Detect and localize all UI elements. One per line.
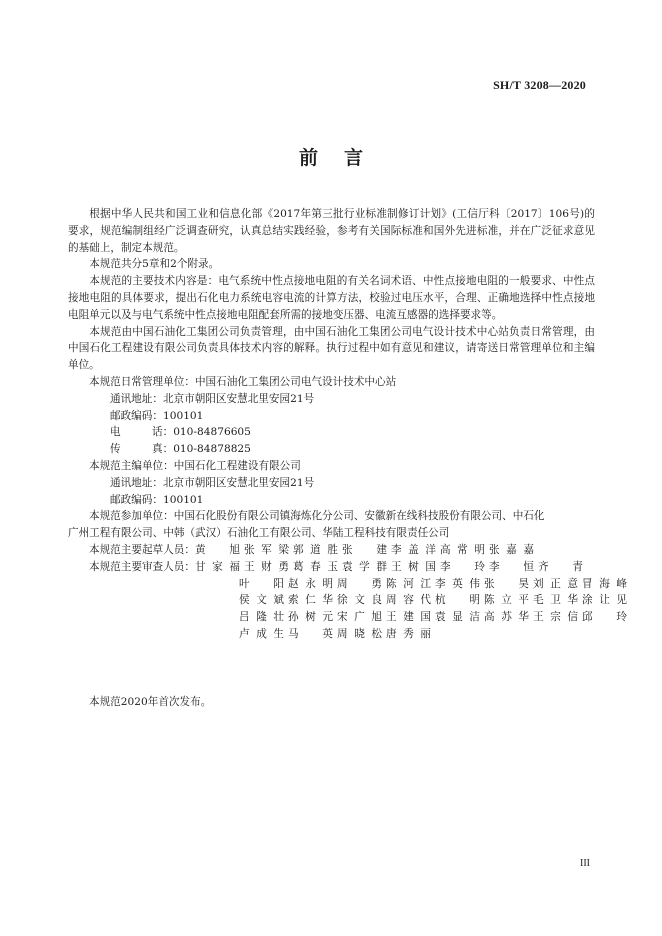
reviewer-name: 邱玲 bbox=[582, 611, 627, 624]
drafter-name: 张嘉嘉 bbox=[488, 543, 534, 556]
daily-postcode-label: 邮政编码： bbox=[110, 409, 163, 422]
reviewers-row-3 bbox=[68, 592, 627, 609]
reviewer-name: 周容代 bbox=[386, 594, 431, 607]
chief-address-row bbox=[68, 475, 595, 492]
reviewer-name: 杭明 bbox=[435, 594, 480, 607]
daily-fax: 010-84878825 bbox=[173, 443, 251, 456]
reviewer-name: 毛卫华 bbox=[533, 594, 578, 607]
reviewer-name: 马英 bbox=[288, 627, 333, 640]
reviewer-name: 王树国 bbox=[390, 560, 436, 573]
participating-row bbox=[68, 508, 595, 525]
reviewers-row-1 bbox=[68, 559, 595, 576]
drafter-name: 张建 bbox=[341, 543, 387, 556]
chief-address-label: 通讯地址： bbox=[110, 476, 163, 489]
fax-label-a: 传 bbox=[110, 443, 121, 456]
reviewer-name: 李英伟 bbox=[435, 577, 480, 590]
paragraph-basis: 根据中华人民共和国工业和信息化部《2017年第三批行业标准制修订计划》(工信厅科〔2017〕106号)的要求，规范编制组经广泛调查研究，认真总结实践经验，参考有关国际标准和国外先进标准，并在广泛征求意见的基础上，制定本规范。 bbox=[68, 208, 595, 254]
reviewer-name: 吕隆壮 bbox=[239, 611, 284, 624]
reviewer-name: 甘家福 bbox=[194, 560, 240, 573]
reviewer-name: 索仁华 bbox=[288, 594, 333, 607]
reviewer-name: 徐文良 bbox=[337, 594, 382, 607]
reviewer-name: 叶阳 bbox=[239, 577, 284, 590]
reviewer-name: 李玲 bbox=[439, 560, 485, 573]
chief-editor-unit: 中国石化工程建设有限公司 bbox=[173, 459, 301, 472]
reviewer-name: 张昊 bbox=[484, 577, 529, 590]
participating-units-line1: 中国石化股份有限公司镇海炼化分公司、安徽新在线科技股份有限公司、中石化 bbox=[173, 510, 545, 523]
fax-label-b: 真： bbox=[152, 443, 174, 456]
drafters-label: 本规范主要起草人员： bbox=[89, 543, 195, 556]
drafters-row bbox=[68, 542, 595, 559]
daily-postcode-row bbox=[68, 408, 595, 425]
chief-postcode-row bbox=[68, 492, 595, 509]
daily-management-unit: 中国石油化工集团公司电气设计技术中心站 bbox=[194, 375, 397, 388]
reviewer-name: 袁学群 bbox=[341, 560, 387, 573]
standard-code: SH/T 3208—2020 bbox=[493, 78, 586, 92]
page-number: III bbox=[580, 858, 590, 869]
drafter-name: 高常明 bbox=[439, 543, 485, 556]
daily-management-label: 本规范日常管理单位： bbox=[89, 375, 195, 388]
daily-postcode: 100101 bbox=[162, 409, 204, 422]
participating-label: 本规范参加单位： bbox=[89, 510, 174, 523]
chief-address: 北京市朝阳区安慧北里安园21号 bbox=[162, 476, 315, 489]
reviewer-name: 刘正意 bbox=[533, 577, 578, 590]
chief-editor-label: 本规范主编单位： bbox=[89, 459, 174, 472]
reviewer-name: 宋广旭 bbox=[337, 611, 382, 624]
paragraph-management: 本规范由中国石油化工集团公司负责管理，由中国石油化工集团公司电气设计技术中心站负责日常管理，由中国石化工程建设有限公司负责具体技术内容的解释。执行过程中如有意见和建议，请寄送日常管理单位和主编单位。 bbox=[68, 325, 595, 372]
release-note: 本规范2020年首次发布。 bbox=[89, 696, 212, 708]
paragraph-structure: 本规范共分5章和2个附录。 bbox=[89, 258, 220, 271]
reviewer-name: 卢成生 bbox=[239, 627, 284, 640]
reviewer-name: 陈河江 bbox=[386, 577, 431, 590]
reviewer-name: 王宗信 bbox=[533, 611, 578, 624]
reviewer-name: 齐青 bbox=[537, 560, 583, 573]
reviewers-row-5 bbox=[68, 626, 595, 643]
participating-units-line2: 广州工程有限公司、中韩（武汉）石油化工有限公司、华陆工程科技有限责任公司 bbox=[68, 527, 450, 540]
reviewer-name: 王财勇 bbox=[243, 560, 289, 573]
phone-label-a: 电 bbox=[110, 426, 121, 439]
paragraph-technical-content: 本规范的主要技术内容是：电气系统中性点接地电阻的有关名词术语、中性点接地电阻的一般要求、中性点接地电阻的具体要求，提出石化电力系统电容电流的计算方法，校验过电压水平，合理、正确地选择中性点接地电阻单元以及与电气系统中性点接地电阻配套所需的接地变压器、电流互感器的选择要求等。 bbox=[68, 275, 595, 321]
drafters-names bbox=[195, 544, 538, 556]
reviewer-name: 陈立平 bbox=[484, 594, 529, 607]
reviewer-name: 袁显洁 bbox=[435, 611, 480, 624]
chief-postcode: 100101 bbox=[162, 493, 204, 506]
reviewer-name: 孙树元 bbox=[288, 611, 333, 624]
reviewers-row-4 bbox=[68, 609, 627, 626]
drafter-name: 张军梁 bbox=[243, 543, 289, 556]
daily-phone: 010-84876605 bbox=[173, 426, 251, 439]
reviewer-name: 侯文斌 bbox=[239, 594, 284, 607]
daily-phone-row bbox=[68, 424, 595, 441]
drafter-name: 郭道胜 bbox=[292, 543, 338, 556]
drafter-name: 黄旭 bbox=[194, 543, 240, 556]
reviewer-name: 葛春玉 bbox=[292, 560, 338, 573]
daily-management-row bbox=[68, 374, 595, 391]
drafter-name: 李盖洋 bbox=[390, 543, 436, 556]
reviewer-name: 李恒 bbox=[488, 560, 534, 573]
reviewer-name: 周晓松 bbox=[337, 627, 382, 640]
reviewer-name: 王建国 bbox=[386, 611, 431, 624]
daily-address-label: 通讯地址： bbox=[110, 392, 163, 405]
participating-row-2 bbox=[68, 525, 595, 542]
reviewer-name: 涂让见 bbox=[582, 594, 627, 607]
document-body bbox=[68, 206, 627, 643]
reviewer-name: 高苏华 bbox=[484, 611, 529, 624]
reviewers-label: 本规范主要审查人员： bbox=[89, 560, 195, 573]
phone-label-b: 话： bbox=[152, 426, 174, 439]
page-title: 前言 bbox=[298, 147, 389, 169]
reviewers-row-2 bbox=[68, 576, 627, 593]
reviewer-name: 冒海峰 bbox=[582, 577, 627, 590]
daily-address: 北京市朝阳区安慧北里安园21号 bbox=[162, 392, 315, 405]
daily-address-row bbox=[68, 391, 595, 408]
chief-postcode-label: 邮政编码： bbox=[110, 493, 163, 506]
reviewer-name: 赵永明 bbox=[288, 577, 333, 590]
daily-fax-row bbox=[68, 441, 595, 458]
reviewer-name: 周勇 bbox=[337, 577, 382, 590]
reviewer-name: 唐秀丽 bbox=[386, 627, 431, 640]
chief-editor-row bbox=[68, 458, 595, 475]
